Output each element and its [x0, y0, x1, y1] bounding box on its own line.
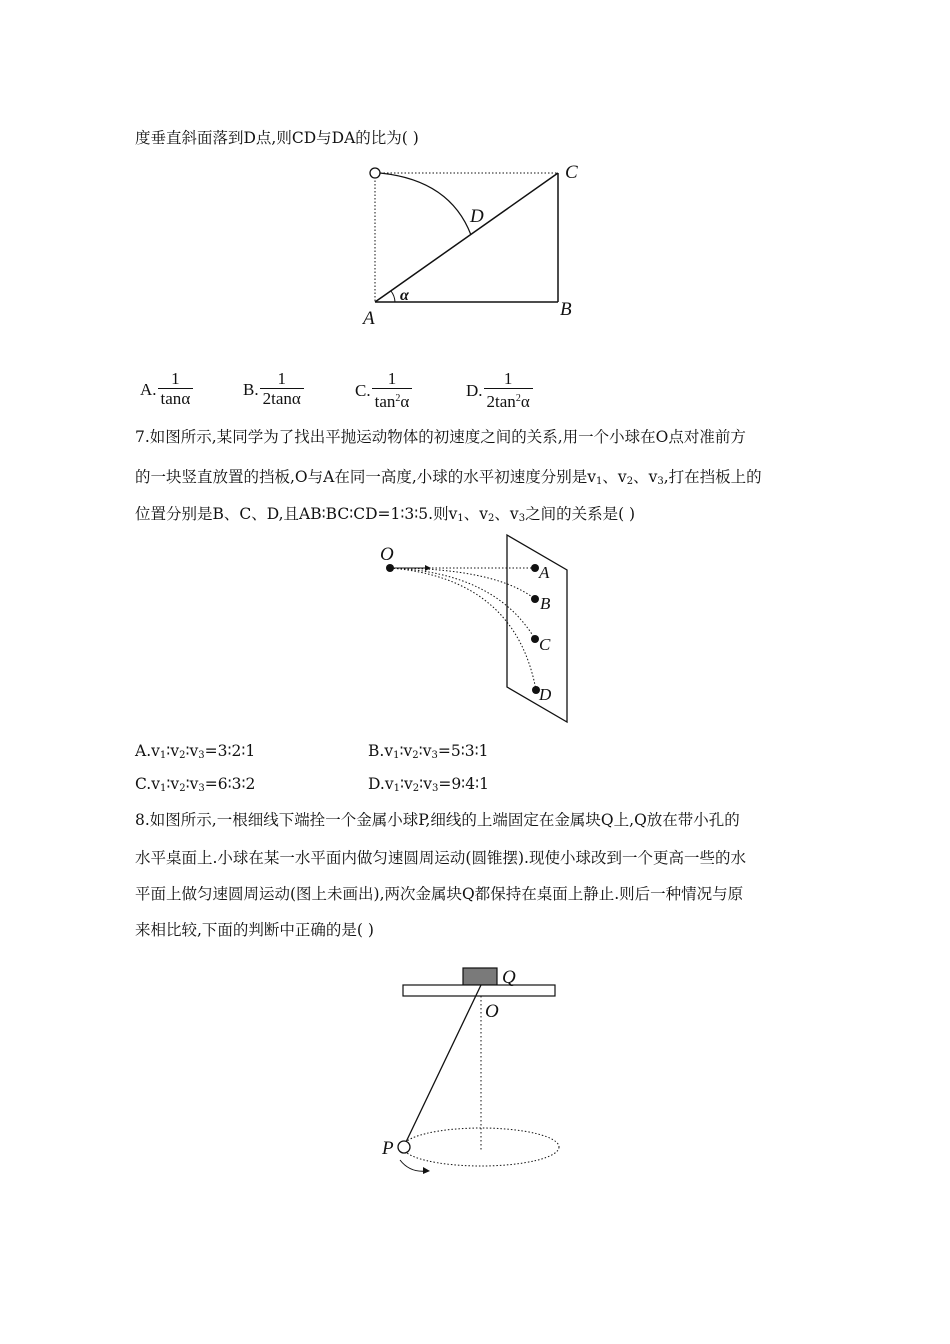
trajectory-arc [380, 173, 471, 235]
ball-circle [370, 168, 380, 178]
q7-option-a[interactable]: $A.v_1∶v_2∶v_3=3∶2∶1$ [135, 742, 256, 761]
motion-arrow [400, 1160, 427, 1171]
q7-line-2-text: 的一块竖直放置的挡板,O与A在同一高度,小球的水平初速度分别是 [135, 468, 588, 486]
point-B [531, 595, 539, 603]
label-D: D [470, 206, 484, 227]
den-pre: tan [374, 392, 396, 411]
q8-line-4: 来相比较,下面的判断中正确的是( ) [135, 921, 374, 939]
option-label: D. [466, 381, 483, 400]
q6-option-c[interactable] [355, 370, 412, 412]
numerator: 1 [277, 369, 286, 388]
q6-option-d[interactable] [466, 370, 533, 412]
label-P: P [382, 1138, 394, 1159]
motion-arrow-head [423, 1167, 430, 1174]
numerator: 1 [387, 369, 397, 388]
q6-option-b[interactable] [243, 370, 304, 409]
label-O: O [380, 544, 394, 565]
q8-line-2: 水平桌面上.小球在某一水平面内做匀速圆周运动(圆锥摆).现使小球改到一个更高一些的水 [135, 849, 746, 867]
q6-figure [360, 160, 600, 330]
point-A [531, 564, 539, 572]
q7-option-b[interactable]: $B.v_1∶v_2∶v_3=5∶3∶1$ [368, 742, 489, 761]
den-pre: tan [160, 389, 182, 408]
point-C [531, 635, 539, 643]
numerator: 1 [171, 369, 180, 388]
q7-line-2: 的一块竖直放置的挡板,O与A在同一高度,小球的水平初速度分别是$v_1$、$v_2$、$v_3$,打在挡板上的 [135, 468, 762, 487]
q7-line-3: 位置分别是B、C、D,且AB∶BC∶CD=1∶3∶5.则$v_1$、$v_2$、$v_3$之间的关系是( ) [135, 505, 636, 524]
q7-figure [375, 530, 585, 730]
q6-stem-tail: 度垂直斜面落到D点,则CD与DA的比为( ) [135, 129, 419, 147]
angle-arc [391, 291, 395, 302]
label-C: C [539, 635, 551, 654]
option-label: C. [355, 381, 371, 400]
option-label: B. [243, 379, 259, 399]
label-A: A [363, 308, 375, 329]
label-D: D [539, 685, 552, 704]
den-post: α [520, 392, 530, 411]
label-C: C [565, 162, 578, 183]
arrow-head [425, 565, 431, 571]
option-label: A. [140, 379, 157, 399]
label-B: B [540, 594, 551, 613]
label-A: A [539, 563, 550, 582]
label-alpha: α [400, 287, 409, 304]
orbit [403, 1128, 559, 1166]
ball-P [398, 1141, 410, 1153]
block-Q [463, 968, 497, 985]
den-pre: 2tan [262, 389, 292, 408]
q8-figure [375, 955, 575, 1185]
incline-line [375, 173, 558, 302]
numerator: 1 [503, 369, 513, 388]
label-O: O [485, 1001, 499, 1022]
den-pre: 2tan [486, 392, 516, 411]
point-O [386, 564, 394, 572]
den-post: α [400, 392, 410, 411]
den-sup: 2 [515, 393, 521, 404]
q8-line-3: 平面上做匀速圆周运动(图上未画出),两次金属块Q都保持在桌面上静止.则后一种情况与原 [135, 885, 744, 903]
q7-line-1: 7.如图所示,某同学为了找出平抛运动物体的初速度之间的关系,用一个小球在O点对准前方 [135, 428, 746, 446]
label-Q: Q [502, 967, 516, 988]
q7-option-c[interactable]: $C.v_1∶v_2∶v_3=6∶3∶2$ [135, 775, 256, 794]
den-sup: 2 [395, 393, 401, 404]
board [507, 535, 567, 722]
label-B: B [560, 299, 572, 320]
q6-option-a[interactable] [140, 370, 193, 409]
q8-line-1: 8.如图所示,一根细线下端拴一个金属小球P,细线的上端固定在金属块Q上,Q放在带小孔的 [135, 811, 740, 829]
q7-option-d[interactable]: $D.v_1∶v_2∶v_3=9∶4∶1$ [368, 775, 489, 794]
den-post: α [291, 389, 301, 408]
string [406, 985, 481, 1142]
den-post: α [181, 389, 191, 408]
